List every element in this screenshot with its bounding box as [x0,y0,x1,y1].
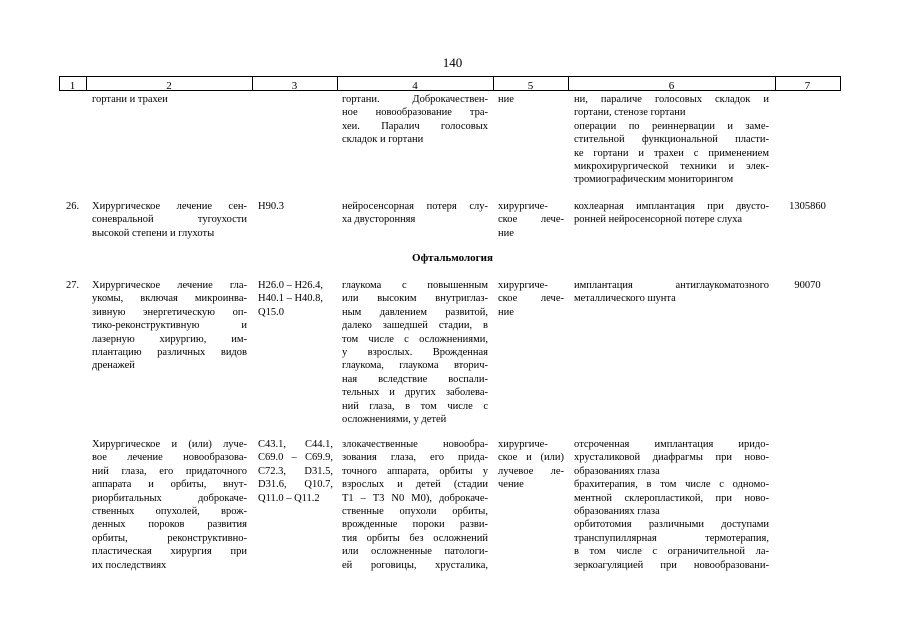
text-line: ние [498,227,514,239]
text-line: нейросенсорная потеря слу- [342,201,488,212]
text-line: гортани, стенозе гортани [574,107,686,119]
text-line: имплантация антиглаукоматозного [574,280,769,291]
text-line: T1 – T3 N0 M0), доброкаче- [342,492,488,504]
row26-col6 [574,200,769,227]
text-line: у взрослых. Врожденная [342,347,488,359]
row27-col6 [574,279,769,306]
text-line: зеркоагуляцией при новообразовани- [574,559,769,571]
text-line: C72.3, D31.5, [258,465,333,477]
page-number: 140 [442,55,463,70]
row27b-col5 [498,438,564,492]
row26-col5 [498,200,564,240]
row26-col3 [258,200,333,213]
price-value: 90070 [794,280,821,291]
column-header-5: 5 [527,80,534,92]
text-line: гортани и трахеи [92,94,168,105]
text-line: риорбитальных доброкаче- [92,492,247,504]
column-header-7: 7 [804,80,811,92]
text-line: Q11.0 – Q11.2 [258,492,320,504]
text-line: ным давлением развитой, [342,306,488,318]
text-line: хирургиче- [498,280,548,291]
text-line: тромиографическим мониторингом [574,174,734,186]
text-line: микрохирургической техники и элек- [574,161,769,173]
text-line: зивную энергетическую оп- [92,306,247,318]
row26-price [775,200,840,213]
text-line: H26.0 – H26.4, [258,280,324,291]
cont-row-col2 [92,93,247,106]
text-line: образованиях глаза [574,465,660,477]
table-top-rule [59,76,841,77]
text-line: ментной склеропластикой, при ново- [574,492,769,504]
text-line: складок и гортани [342,134,424,146]
text-line: ха двусторонняя [342,214,416,226]
text-line: аппарата и орбиты, внут- [92,479,247,491]
text-line: ни, параличе голосовых складок и [574,94,769,105]
text-line: ронней нейросенсорной потере слуха [574,214,743,226]
text-line: хрусталиковой диафрагмы при ново- [574,452,769,464]
row27-col3 [258,279,333,319]
text-line: Хирургическое и (или) луче- [92,439,247,450]
text-line: D31.6, Q10.7, [258,479,333,491]
row-number: 27. [66,280,80,291]
text-line: лучевое ле- [498,465,564,477]
text-line: в том числе с ограничительной ла- [574,546,769,558]
text-line: тельных и других заболева- [342,387,488,399]
text-line: пластическая хирургия при [92,546,247,558]
text-line: металлического шунта [574,293,676,305]
column-header-2: 2 [166,80,172,92]
text-line: ей роговицы, хрусталика, [342,559,488,571]
text-line: гортани. Доброкачествен- [342,94,488,105]
text-line: точного аппарата, орбиты у [342,465,488,477]
row-number: 26. [66,201,80,212]
text-line: дренажей [92,360,135,372]
text-line: Хирургическое лечение гла- [92,280,247,291]
row27b-col6 [574,438,769,572]
text-line: глаукома с повышенным [342,280,488,291]
text-line: ке гортани и трахеи с применением [574,147,769,159]
text-line: взрослых и детей (стадии [342,479,488,491]
text-line: денных пороков развития [92,519,247,531]
text-line: операции по реиннервации и заме- [574,120,769,132]
text-line: H40.1 – H40.8, [258,293,324,305]
section-title: Офтальмология [412,252,493,264]
text-line: хирургиче- [498,439,548,450]
text-line: орбиты, реконструктивно- [92,532,247,544]
text-line: H90.3 [258,201,284,212]
text-line: орбитотомия различными доступами [574,519,769,531]
text-line: стительной функциональной пласти- [574,134,769,146]
text-line: глаукома, глаукома вторич- [342,360,488,372]
text-line: ственных опухолей, врож- [92,506,247,518]
text-line: лазерную хирургию, им- [92,333,247,345]
text-line: Хирургическое лечение сен- [92,201,247,212]
text-line: или осложненные патологи- [342,546,488,558]
row27-price [775,279,840,292]
text-line: злокачественные новообра- [342,439,488,450]
text-line: ское лече- [498,293,564,305]
text-line: ний глаза, его придаточного [92,465,247,477]
row27-col4 [342,279,488,426]
text-line: плантацию различных видов [92,347,247,359]
text-line: их последствиях [92,559,167,571]
column-header-6: 6 [668,80,675,92]
text-line: ние [498,94,514,105]
text-line: образованиях глаза [574,506,660,518]
cont-row-col5 [498,93,564,106]
text-line: тия орбиты без осложнений [342,532,488,544]
text-line: отсроченная имплантация иридо- [574,439,769,450]
row27-col5 [498,279,564,319]
text-line: брахитерапия, в том числе с одномо- [574,479,769,491]
text-line: хирургиче- [498,201,548,212]
text-line: транспупиллярная термотерапия, [574,532,769,544]
text-line: ная вследствие воспали- [342,373,488,385]
text-line: кохлеарная имплантация при двусто- [574,201,769,212]
row27b-col3 [258,438,333,505]
cont-row-col4 [342,93,488,147]
text-line: врожденные пороки разви- [342,519,488,531]
text-line: ний глаза, в том числе с [342,400,488,412]
row26-col2 [92,200,247,240]
text-line: ное новообразование тра- [342,107,488,119]
row26-number [66,200,79,213]
row27b-col2 [92,438,247,572]
text-line: ние [498,306,514,318]
text-line: зования глаза, его прида- [342,452,488,464]
text-line: далеко зашедшей стадии, в [342,320,488,332]
row27-col2 [92,279,247,373]
text-line: ское лече- [498,214,564,226]
column-header-4: 4 [412,80,418,92]
text-line: осложнениями, у детей [342,414,447,426]
price-value: 1305860 [789,201,826,212]
text-line: том числе с осложнениями, [342,333,488,345]
row27-number [66,279,79,292]
text-line: ственные опухоли орбиты, [342,506,488,518]
text-line: или высоким внутриглаз- [342,293,488,305]
text-line: укомы, включая микроинва- [92,293,247,305]
text-line: чение [498,479,524,491]
text-line: Q15.0 [258,306,284,318]
text-line: хеи. Паралич голосовых [342,120,488,132]
text-line: тико-реконструктивную и [92,320,247,332]
text-line: ское и (или) [498,452,564,464]
header-divider [840,76,841,90]
text-line: вое лечение новообразова- [92,452,247,464]
cont-row-col6 [574,93,769,187]
text-line: C69.0 – C69.9, [258,452,333,464]
text-line: C43.1, C44.1, [258,439,333,450]
column-header-3: 3 [291,80,298,92]
text-line: соневральной тугоухости [92,214,247,226]
column-header-1: 1 [69,80,76,92]
row26-col4 [342,200,488,227]
text-line: высокой степени и глухоты [92,227,215,239]
row27b-col4 [342,438,488,572]
